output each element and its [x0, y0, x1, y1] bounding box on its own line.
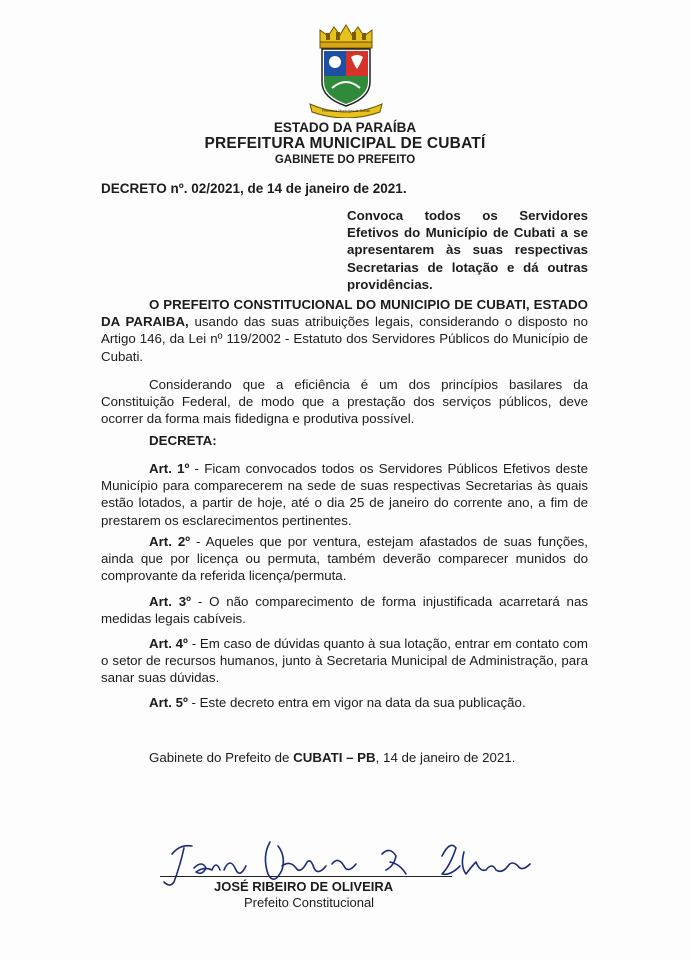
article-label: Art. 3º	[149, 594, 191, 609]
state-heading: ESTADO DA PARAÍBA	[273, 120, 417, 135]
municipal-crest-icon	[306, 24, 386, 118]
article-text: - Ficam convocados todos os Servidores Públicos Efetivos deste Município para comparecerem na sede de suas respectivas Secretarias às quais estão lotados, a partir de hoje, até o dia 25 de janeiro do corrente ano, a fim de prestarem os esclarecimentos pertinentes.	[101, 461, 588, 528]
article-1	[101, 460, 588, 529]
article-text: - Aqueles que por ventura, estejam afastados de suas funções, ainda que por licença ou permuta, também deverão comparecer munidos do comprovante da referida licença/permuta.	[101, 534, 588, 584]
article-text: - Em caso de dúvidas quanto à sua lotação, entrar em contato com o setor de recursos humanos, junto à Secretaria Municipal de Administração, para sanar suas dúvidas.	[101, 636, 588, 686]
decreta-heading	[101, 432, 588, 449]
article-label: Art. 2º	[149, 534, 191, 549]
article-text: - O não comparecimento de forma injustificada acarretará nas medidas legais cabíveis.	[101, 594, 588, 627]
article-label: Art. 5º	[149, 695, 188, 710]
municipality-heading: PREFEITURA MUNICIPAL DE CUBATÍ	[204, 135, 486, 152]
signatory-name: JOSÉ RIBEIRO DE OLIVEIRA	[214, 879, 394, 894]
office-heading: GABINETE DO PREFEITO	[274, 154, 416, 166]
article-label: Art. 1º	[149, 461, 190, 476]
article-2	[101, 533, 588, 585]
crest-motto: Prefeitura Municipal de Cubatí	[321, 109, 371, 113]
decreta-label: DECRETA:	[149, 433, 217, 448]
closing-line	[101, 749, 588, 766]
closing-place: CUBATI – PB	[293, 750, 376, 765]
article-3	[101, 593, 588, 627]
signatory-role: Prefeito Constitucional	[244, 895, 375, 910]
closing-prefix: Gabinete do Prefeito de	[149, 750, 294, 765]
signature-line	[160, 876, 452, 877]
closing-date: , 14 de janeiro de 2021.	[375, 750, 516, 765]
decree-summary: Convoca todos os Servidores Efetivos do Município de Cubati a se apresentarem às suas respectivas Secretarias de lotação e dá outras providências.	[347, 208, 588, 292]
considering-text: Considerando que a eficiência é um dos princípios basilares da Constituição Federal, de modo que a prestação dos serviços públicos, deve ocorrer da forma mais fidedigna e produtiva possível.	[101, 377, 588, 427]
article-4	[101, 635, 588, 687]
article-5	[101, 694, 588, 711]
article-label: Art. 4º	[149, 636, 188, 651]
intro-text: usando das suas atribuições legais, considerando o disposto no Artigo 146, da Lei nº 119/2002 - Estatuto dos Servidores Públicos do Município de Cubati.	[101, 314, 588, 364]
intro-bold: O PREFEITO CONSTITUCIONAL DO MUNICIPIO DE CUBATI, ESTADO DA PARAIBA,	[101, 297, 588, 330]
intro-paragraph	[101, 296, 588, 365]
article-text: - Este decreto entra em vigor na data da sua publicação.	[187, 695, 526, 710]
decree-title: DECRETO nº. 02/2021, de 14 de janeiro de 2021.	[101, 181, 407, 196]
considering-paragraph	[101, 376, 588, 428]
